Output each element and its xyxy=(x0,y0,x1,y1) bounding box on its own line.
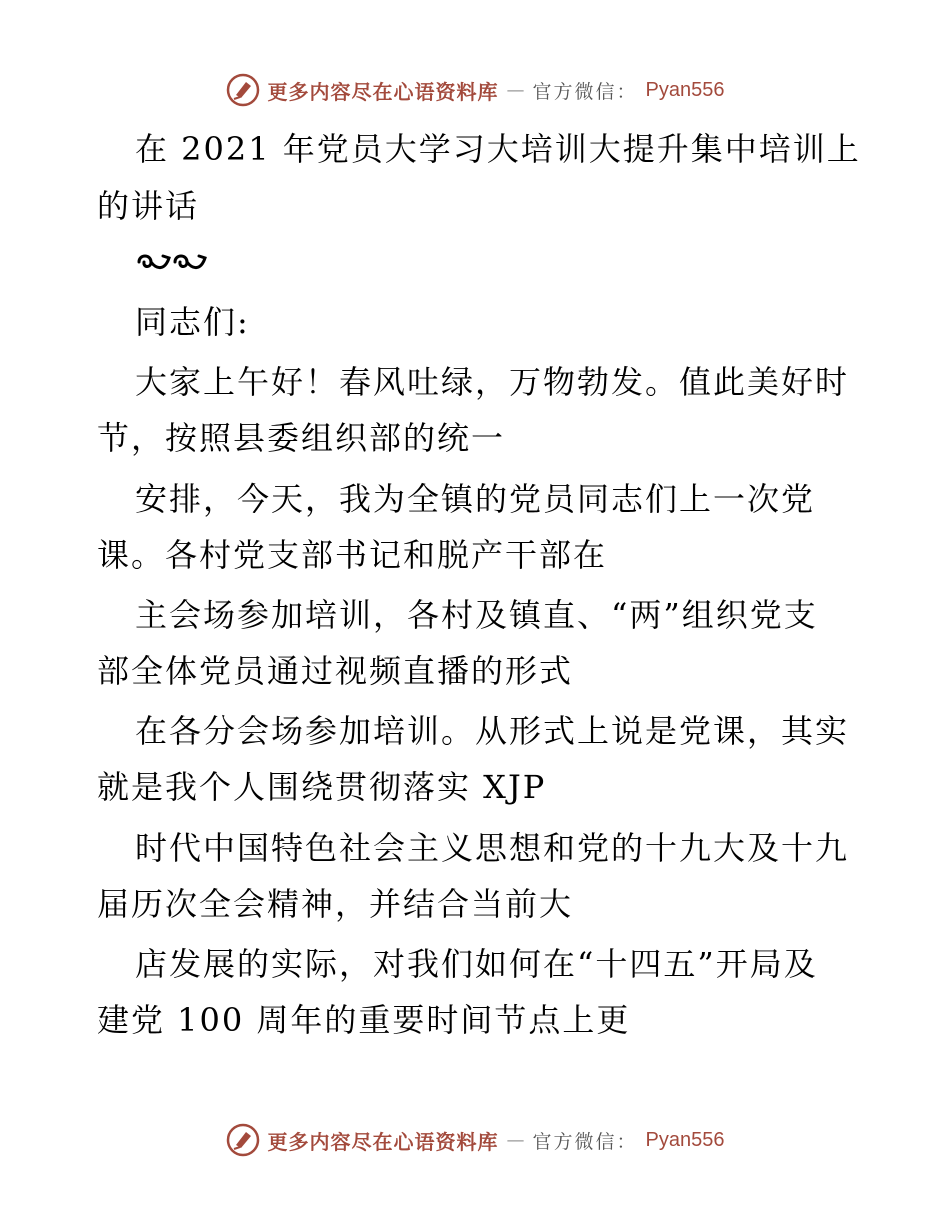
title-line-1: 在 2021 年党员大学习大培训大提升集中培训上 xyxy=(135,130,861,168)
footer-watermark xyxy=(0,1120,950,1160)
watermark-wechat-id: Pyan556 xyxy=(645,1128,725,1151)
body-line: 建党 100 周年的重要时间节点上更 xyxy=(97,1001,631,1039)
red-book-logo-icon xyxy=(226,73,260,107)
body-line: 大家上午好！春风吐绿，万物勃发。值此美好时 xyxy=(135,363,850,401)
body-line: 届历次全会精神，并结合当前大 xyxy=(97,885,574,923)
salutation: 同志们: xyxy=(135,303,250,341)
watermark-wechat-label: 官方微信： xyxy=(532,1130,638,1153)
body-line: 在各分会场参加培训。从形式上说是党课，其实 xyxy=(135,712,850,750)
watermark-separator: — xyxy=(506,79,525,101)
body-line: 课。各村党支部书记和脱产干部在 xyxy=(97,536,608,574)
title-line-2: 的讲话 xyxy=(97,187,200,225)
watermark-wechat-id: Pyan556 xyxy=(645,78,725,101)
body-line: 安排，今天，我为全镇的党员同志们上一次党 xyxy=(135,480,816,518)
body-line: 主会场参加培训，各村及镇直、“两”组织党支 xyxy=(135,596,818,634)
body-line: 就是我个人围绕贯彻落实 XJP xyxy=(97,768,547,806)
red-book-logo-icon xyxy=(226,1123,260,1157)
header-watermark xyxy=(0,70,950,110)
body-line: 节，按照县委组织部的统一 xyxy=(97,419,506,457)
body-line: 时代中国特色社会主义思想和党的十九大及十九 xyxy=(135,829,850,867)
watermark-text: 更多内容尽在心语资料库 xyxy=(267,79,499,104)
watermark-separator: — xyxy=(506,1129,525,1151)
body-line: 店发展的实际，对我们如何在“十四五”开局及 xyxy=(135,945,818,983)
body-line: 部全体党员通过视频直播的形式 xyxy=(97,652,574,690)
watermark-text: 更多内容尽在心语资料库 xyxy=(267,1129,499,1154)
decorative-swirl-icon xyxy=(135,248,211,278)
watermark-wechat-label: 官方微信： xyxy=(532,80,638,103)
